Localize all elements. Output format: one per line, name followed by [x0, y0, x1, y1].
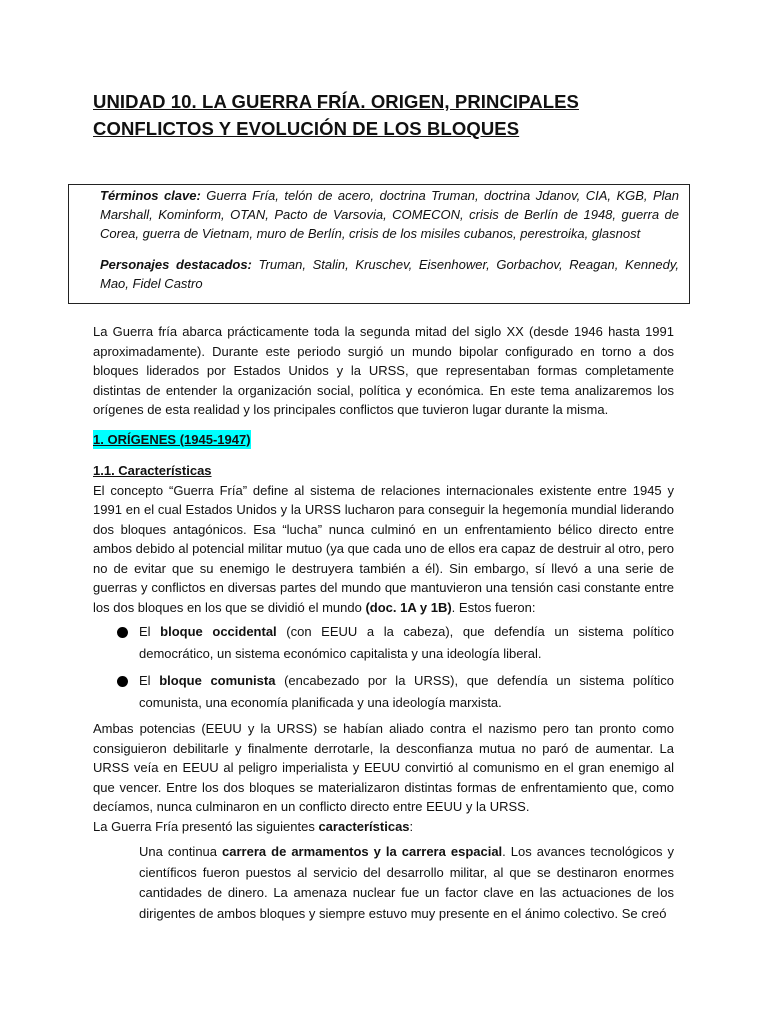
list-item-arms-race [93, 842, 674, 924]
paragraph-tail: . Estos fueron: [451, 599, 536, 615]
key-people-label: Personajes destacados: [100, 257, 252, 272]
subsection-heading-characteristics: 1.1. Características [93, 463, 212, 478]
list-item-western-bloc [93, 621, 674, 665]
document-reference: (doc. 1A y 1B) [365, 599, 452, 615]
key-terms-paragraph [100, 186, 679, 243]
characteristics-list [93, 842, 674, 924]
item-text: Una continua [139, 844, 223, 859]
list-item-communist-bloc [93, 670, 674, 714]
item-text: . Los avances tecnológicos y científicos fueron puestos al servicio del desarrollo militar, al que se destinaron enormes cantidades de dinero. La amenaza nuclear fue un factor clave en las actuaciones de los dirigentes de ambos bloques y siempre estuvo muy presente en el ánimo colectivo. Se creó [139, 844, 674, 921]
paragraph-characteristics-intro [93, 817, 674, 837]
key-people-text: Truman, Stalin, Kruschev, Eisenhower, Gorbachov, Reagan, Kennedy, Mao, Fidel Castro [100, 257, 679, 291]
item-bold: bloque comunista [159, 673, 276, 688]
intro-paragraph: La Guerra fría abarca prácticamente toda la segunda mitad del siglo XX (desde 1946 hasta 1991 aproximadamente). Durante este periodo surgió un mundo bipolar configurado en torno a dos bloques liderados por Estados Unidos y la URSS, que representaban formas completamente distintas de entender la organización social, política y económica. En este tema analizaremos los orígenes de esta realidad y los principales conflictos que tuvieron lugar durante la misma. [93, 324, 674, 417]
paragraph-text: La Guerra Fría presentó las siguientes [93, 818, 319, 834]
key-people-paragraph [100, 255, 679, 293]
item-text: (encabezado por la URSS), que defendía un sistema político comunista, una economía planificada y una ideología marxista. [139, 673, 675, 710]
item-bold: bloque occidental [160, 624, 277, 639]
key-terms-label: Términos clave: [100, 188, 201, 203]
paragraph-text: : [409, 818, 414, 834]
paragraph-cold-war-concept [93, 481, 674, 618]
section-heading-origins: 1. ORÍGENES (1945-1947) [93, 430, 251, 450]
document-body [93, 322, 674, 924]
bloc-list [93, 621, 674, 714]
item-bold: carrera de armamentos y la carrera espacial [222, 844, 503, 859]
item-text: (con EEUU a la cabeza), que defendía un sistema político democrático, un sistema económico capitalista y una ideología liberal. [139, 624, 675, 661]
bullet-icon [117, 627, 128, 638]
document-title: UNIDAD 10. LA GUERRA FRÍA. ORIGEN, PRINCIPALES CONFLICTOS Y EVOLUCIÓN DE LOS BLOQUES [93, 91, 579, 139]
key-terms-box [68, 184, 690, 304]
key-terms-text: Guerra Fría, telón de acero, doctrina Truman, doctrina Jdanov, CIA, KGB, Plan Marshall, Kominform, OTAN, Pacto de Varsovia, COMECON, crisis de Berlín de 1948, guerra de Corea, guerra de Vietnam, muro de Berlín, crisis de los misiles cubanos, perestroika, glasnost [100, 188, 679, 241]
item-text: El [139, 673, 160, 688]
paragraph-text: El concepto “Guerra Fría” define al sistema de relaciones internacionales existente entre 1945 y 1991 en el cual Estados Unidos y la URSS lucharon para conseguir la hegemonía mundial liderando dos bloques antagónicos. Esa “lucha” nunca culminó en un enfrentamiento bélico directo entre ambos debido al potencial militar mutuo (ya que cada uno de ellos era capaz de destruir al otro, pero no de evitar que su enemigo le destruyera también a él). Sin embargo, sí llevó a una serie de guerras y conflictos en diversas partes del mundo que mantuvieron una tensión casi constante entre los dos bloques en los que se dividió el mundo [93, 482, 674, 615]
item-text: El [139, 624, 161, 639]
paragraph-bold: características [318, 818, 410, 834]
bullet-icon [117, 676, 128, 687]
paragraph-mutual-distrust: Ambas potencias (EEUU y la URSS) se habían aliado contra el nazismo pero tan pronto como consiguieron debilitarle y finalmente derrotarle, la desconfianza mutua no paró de aumentar. La URSS veía en EEUU al peligro imperialista y EEUU convirtió al comunismo en el gran enemigo al que vencer. Entre los dos bloques se materializaron distintas formas de enfrentamiento que, como decíamos, nunca culminaron en un conflicto directo entre EEUU y la URSS. [93, 721, 674, 814]
